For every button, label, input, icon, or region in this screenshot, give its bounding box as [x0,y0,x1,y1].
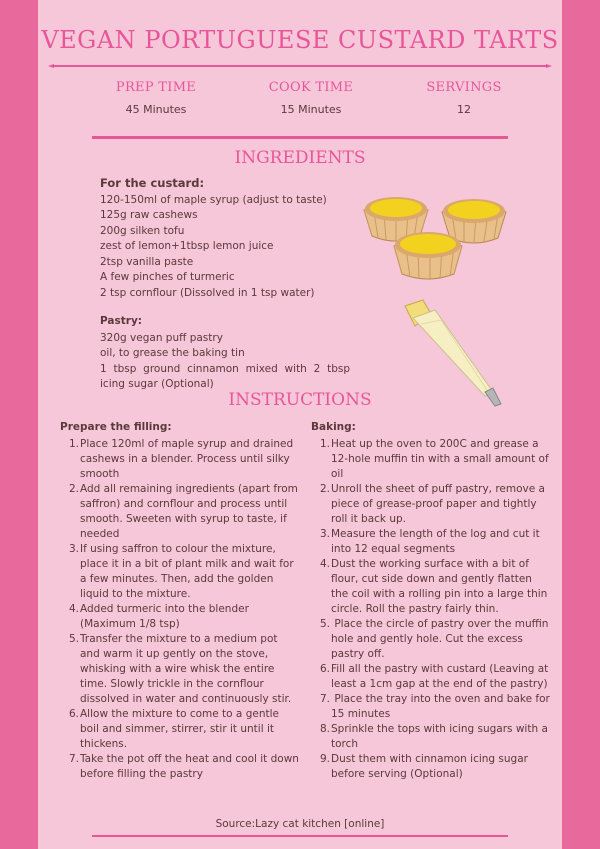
step-item: 1.Place 120ml of maple syrup and drained cashews in a blender. Process until silky smooth [69,438,294,480]
ingredient-item: zest of lemon+1tbsp lemon juice [100,240,274,252]
left-side-bar [0,0,38,849]
baking-heading: Baking: [311,421,356,433]
header-divider [92,136,508,139]
prep-time [86,80,226,116]
ingredients-title: INGREDIENTS [234,148,366,168]
step-item: 3.Measure the length of the log and cut it into 12 equal segments [320,528,540,555]
pastry-ingredients [100,314,350,393]
cook-time-label: COOK TIME [268,80,354,95]
ingredient-item: A few pinches of turmeric [100,271,235,283]
pastry-heading: Pastry: [100,315,142,327]
prep-time-value: 45 Minutes [125,103,187,116]
ingredient-item: oil, to grease the baking tin [100,347,245,359]
filling-heading: Prepare the filling: [60,421,172,433]
custard-tarts-illustration [356,186,526,286]
step-item: 2.Add all remaining ingredients (apart from saffron) and cornflour and process until smooth. Sweeten with syrup to taste, if needed [69,483,298,540]
step-item: 4.Dust the working surface with a bit of flour, cut side down and gently flatten the coil with a rolling pin into a large thin circle. Roll the pastry fairly thin. [320,558,548,615]
ingredient-item: 125g raw cashews [100,209,198,221]
step-item: 7.Take the pot off the heat and cool it down before filling the pastry [69,753,299,780]
prep-time-label: PREP TIME [115,80,197,95]
step-item: 4.Added turmeric into the blender (Maximum 1/8 tsp) [69,603,249,630]
step-item: 5.Transfer the mixture to a medium pot and warm it up gently on the stove, whisking with a wire whisk the entire time. Slowly trickle in the cornflour dissolved in water and continuously stir. [69,633,292,705]
ingredient-item: 1 tbsp ground cinnamon mixed with 2 tbsp icing sugar (Optional) [100,362,350,390]
ingredient-item: 2 tsp cornflour (Dissolved in 1 tsp water) [100,286,315,299]
ingredient-item: 120-150ml of maple syrup (adjust to taste) [100,193,327,206]
step-item: 1.Heat up the oven to 200C and grease a 12-hole muffin tin with a small amount of oil [320,438,549,480]
step-item: 2.Unroll the sheet of puff pastry, remove a piece of grease-proof paper and tightly roll it back up. [320,483,545,525]
recipe-title: VEGAN PORTUGUESE CUSTARD TARTS [41,26,559,54]
tart-icon [394,232,462,280]
filling-instructions [60,420,300,782]
step-item: 6.Fill all the pastry with custard (Leaving at least a 1cm gap at the end of the pastry) [320,663,549,690]
ingredient-item: 200g silken tofu [100,224,185,237]
cook-time-value: 15 Minutes [280,103,342,116]
step-item: 6.Allow the mixture to come to a gentle boil and simmer, stirrer, stir it until it thickens. [69,708,279,750]
ingredient-item: 320g vegan puff pastry [100,331,223,344]
servings-label: SERVINGS [426,80,502,95]
step-item: 3.If using saffron to colour the mixture, place it in a bit of plant milk and wait for a few minutes. Then, add the golden liquid to the mixture. [69,543,294,600]
step-item: 5. Place the circle of pastry over the muffin hole and gently hole. Cut the excess pastry off. [320,618,549,660]
custard-heading: For the custard: [100,176,205,190]
baking-instructions [311,420,551,782]
baking-steps [311,437,551,782]
filling-steps [60,437,300,782]
servings-value: 12 [457,103,471,116]
footer-divider [92,835,508,837]
source-credit: Source:Lazy cat kitchen [online] [215,818,385,830]
instructions-title: INSTRUCTIONS [228,390,372,410]
custard-ingredients [100,176,350,301]
ingredient-item: 2tsp vanilla paste [100,255,194,268]
step-item: 8.Sprinkle the tops with icing sugars with a torch [320,723,548,750]
title-underline [48,64,552,68]
servings [394,80,534,116]
right-side-bar [562,0,600,849]
cook-time [241,80,381,116]
step-item: 9.Dust them with cinnamon icing sugar before serving (Optional) [320,753,528,780]
step-item: 7. Place the tray into the oven and bake for 15 minutes [320,693,550,720]
